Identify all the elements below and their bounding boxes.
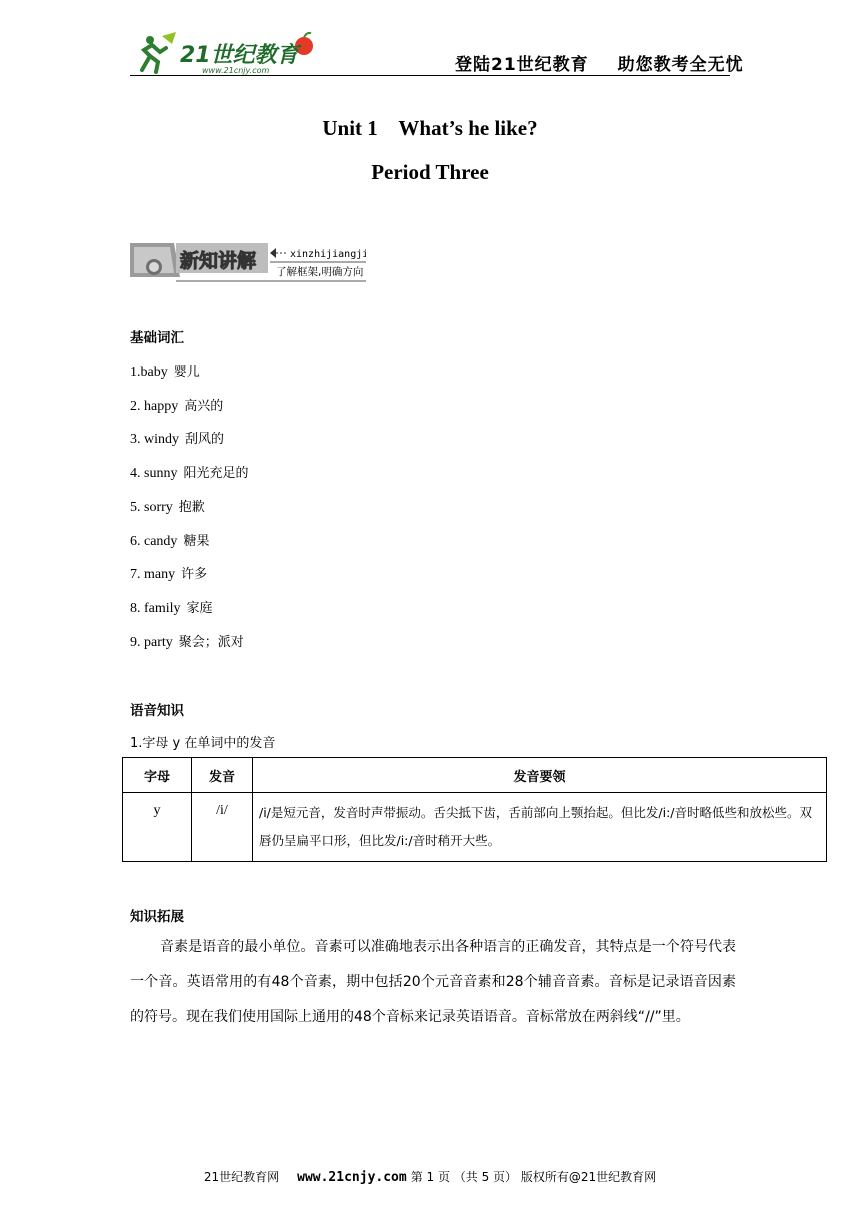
phonetics-subheading: 1.字母 y 在单词中的发音 (130, 736, 276, 751)
vocab-heading: 基础词汇 (130, 330, 184, 346)
extension-paragraph: 音素是语音的最小单位。音素可以准确地表示出各种语言的正确发音，其特点是一个符号代表一个音。英语常用的有48个音素，期中包括20个元音音素和28个辅音音素。音标是记录语音因素的符号。现在我们使用国际上通用的48个音标来记录英语语音。音标常放在两斜线“//”里。 (130, 939, 736, 1025)
extension-heading: 知识拓展 (130, 909, 184, 925)
table-header-sound: 发音 (192, 758, 253, 793)
table-cell-sound: /i/ (192, 793, 253, 862)
footer-url[interactable]: www.21cnjy.com (297, 1170, 407, 1185)
phonetics-table (122, 757, 827, 862)
footer-site: 21世纪教育网 (203, 1170, 280, 1184)
table-cell-letter: y (123, 793, 192, 862)
site-logo (136, 30, 316, 76)
svg-text:新知讲解: 新知讲解 (180, 250, 257, 272)
page-footer (0, 1168, 860, 1185)
slogan-text: 助您教考全无忧 (617, 55, 744, 75)
runner-icon (142, 32, 176, 72)
svg-text:了解框架,明确方向: 了解框架,明确方向 (276, 266, 364, 278)
phonetics-heading: 语音知识 (130, 703, 184, 719)
table-cell-tips: /i/是短元音，发音时声带振动。舌尖抵下齿，舌前部向上颚抬起。但比发/i:/音时略低些和放松些。双唇仍呈扁平口形，但比发/i:/音时稍开大些。 (253, 793, 827, 862)
footer-page-info: 第 1 页 （共 5 页） 版权所有@21世纪教育网 (410, 1170, 657, 1184)
table-row (123, 793, 827, 862)
login-text: 登陆21世纪教育 (455, 55, 589, 75)
vocab-item: 4. sunny 阳光充足的 (130, 466, 249, 481)
vocab-item: 5. sorry 抱歉 (130, 500, 205, 515)
unit-title: Unit 1 What’s he like? (322, 116, 538, 140)
vocab-item: 2. happy 高兴的 (130, 399, 224, 414)
vocab-item: 3. windy 刮风的 (130, 432, 225, 447)
vocab-item: 9. party 聚会；派对 (130, 635, 244, 650)
header-divider (130, 75, 730, 76)
vocab-item: 1.baby 婴儿 (130, 365, 200, 380)
section-banner (130, 237, 366, 283)
table-header-tips: 发音要领 (253, 758, 827, 793)
header-slogan (455, 50, 744, 75)
vocab-item: 6. candy 糖果 (130, 534, 210, 549)
vocab-item: 7. many 许多 (130, 567, 208, 582)
table-header-letter: 字母 (123, 758, 192, 793)
table-header-row (123, 758, 827, 793)
svg-text:xinzhijiangjie: xinzhijiangjie (290, 249, 366, 260)
svg-text:www.21cnjy.com: www.21cnjy.com (202, 66, 270, 75)
vocab-item: 8. family 家庭 (130, 601, 213, 616)
period-title: Period Three (371, 160, 489, 184)
svg-text:21世纪教育: 21世纪教育 (180, 43, 299, 68)
